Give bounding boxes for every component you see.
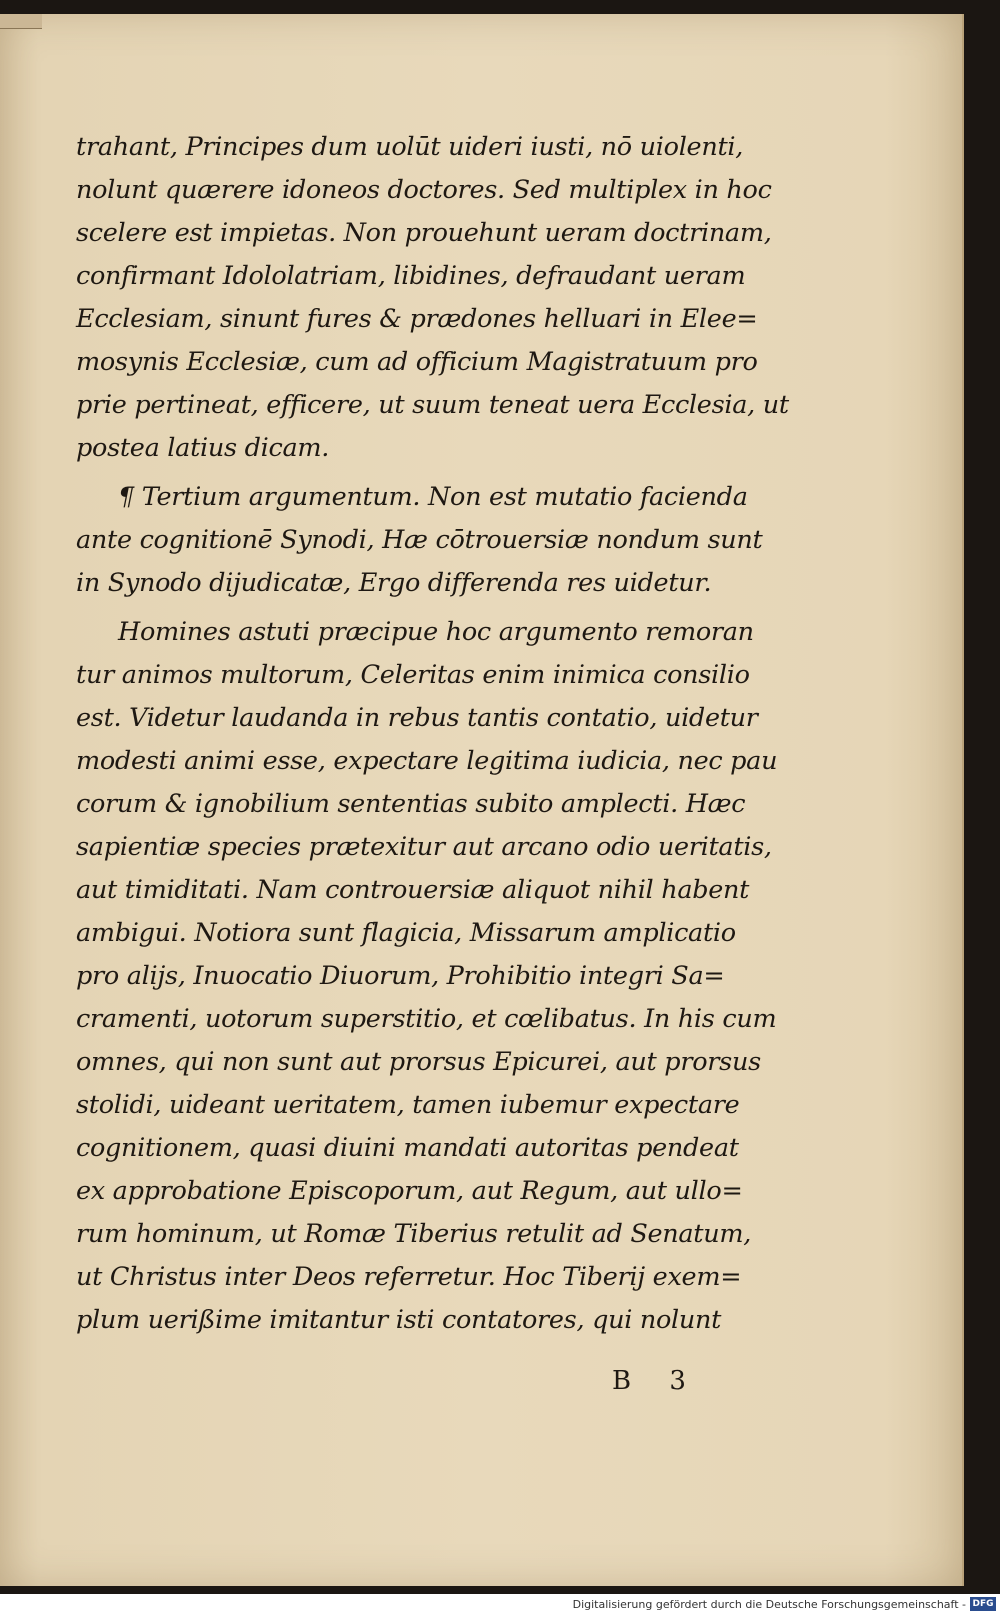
text-line: cramenti, uotorum superstitio, et cœlibatus. In his cum [76,1004,777,1034]
text-line: plum uerißime imitantur isti contatores, qui nolunt [76,1305,722,1335]
text-line: postea latius dicam. [76,433,330,463]
text-line: ambigui. Notiora sunt flagicia, Missarum amplicatio [76,918,736,948]
text-line: rum hominum, ut Romæ Tiberius retulit ad Senatum, [76,1219,752,1249]
text-line: ex approbatione Episcoporum, aut Regum, aut ullo= [76,1176,743,1206]
text-line: trahant, Principes dum uolūt uideri iusti, nō uiolenti, [76,132,744,162]
dfg-logo-icon: DFG [970,1597,996,1611]
text-line: modesti animi esse, expectare legitima iudicia, nec pau [76,746,778,776]
text-line: tur animos multorum, Celeritas enim inimica consilio [76,660,750,690]
text-line: scelere est impietas. Non prouehunt ueram doctrinam, [76,218,772,248]
text-line: aut timiditati. Nam controuersiæ aliquot nihil habent [76,875,750,905]
text-line: prie pertineat, efficere, ut suum teneat uera Ecclesia, ut [76,390,789,420]
text-line: stolidi, uideant ueritatem, tamen iubemur expectare [76,1090,740,1120]
text-line: mosynis Ecclesiæ, cum ad officium Magistratuum pro [76,347,758,377]
text-line: corum & ignobilium sententias subito amplecti. Hæc [76,789,746,819]
text-line: nolunt quærere idoneos doctores. Sed multiplex in hoc [76,175,772,205]
text-line: ¶ Tertium argumentum. Non est mutatio facienda [118,482,748,512]
signature-mark: B 3 [612,1366,686,1396]
text-line: ut Christus inter Deos referretur. Hoc Tiberij exem= [76,1262,742,1292]
digitization-footer [0,1594,1000,1616]
page-body-text [76,126,788,1342]
text-line: ante cognitionē Synodi, Hæ cōtrouersiæ nondum sunt [76,525,763,555]
page-corner-tab [0,14,42,29]
text-line: omnes, qui non sunt aut prorsus Epicurei, aut prorsus [76,1047,761,1077]
text-line: in Synodo dijudicatæ, Ergo differenda res uidetur. [76,568,712,598]
book-page [0,14,964,1586]
text-line: est. Videtur laudanda in rebus tantis contatio, uidetur [76,703,758,733]
text-line: Ecclesiam, sinunt fures & prædones helluari in Elee= [76,304,758,334]
text-line: sapientiæ species prætexitur aut arcano odio ueritatis, [76,832,772,862]
funding-credit: Digitalisierung gefördert durch die Deutsche Forschungsgemeinschaft - [572,1598,966,1611]
text-line: Homines astuti præcipue hoc argumento remoran [118,617,754,647]
text-line: confirmant Idololatriam, libidines, defraudant ueram [76,261,746,291]
text-line: pro alijs, Inuocatio Diuorum, Prohibitio integri Sa= [76,961,725,991]
text-line: cognitionem, quasi diuini mandati autoritas pendeat [76,1133,739,1163]
